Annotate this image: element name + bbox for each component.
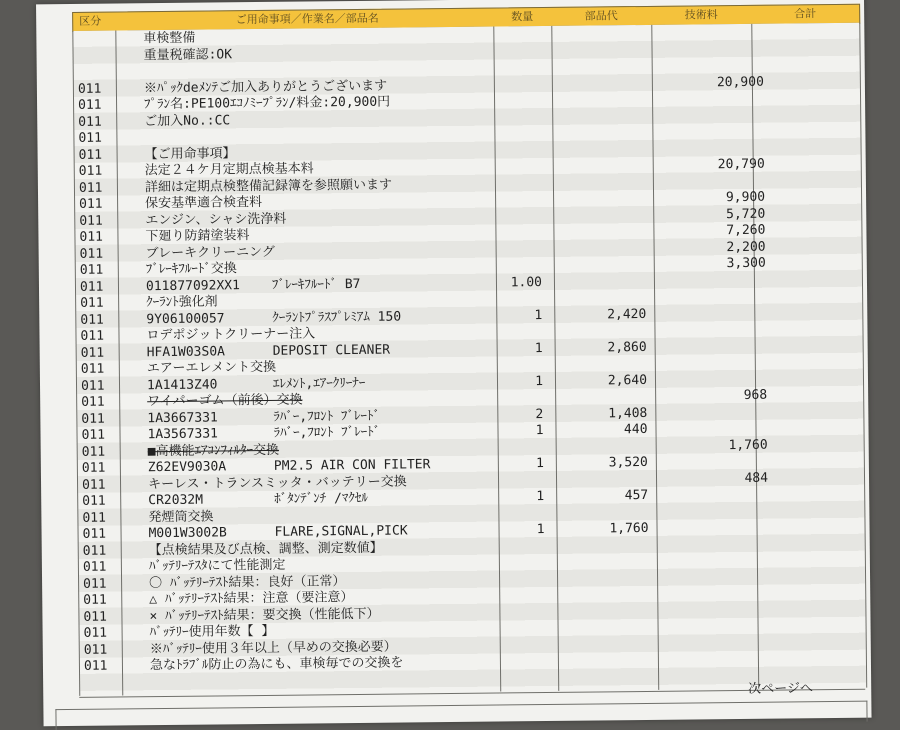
row-part-name: ﾗﾊﾞｰ,ﾌﾛﾝﾄ ﾌﾞﾚｰﾄﾞ [273,424,380,442]
row-description: 【点検結果及び点検、調整、測定数値】 [149,539,383,558]
row-part-name: ｸｰﾗﾝﾄﾌﾟﾗｽﾌﾟﾚﾐｱﾑ 150 [272,308,401,326]
row-parts-cost: 457 [558,487,648,505]
row-description: 発煙筒交換 [148,508,213,526]
row-quantity: 1 [508,307,542,324]
row-code: 011 [78,113,116,130]
row-parts-cost [553,25,643,26]
row-parts-cost: 1,760 [558,520,648,538]
header-parts-cost: 部品代 [551,7,651,26]
row-code: 011 [79,212,117,229]
row-code: 011 [84,624,122,641]
row-technical-fee [664,57,764,58]
row-code: 011 [81,377,119,394]
row-technical-fee: 484 [668,469,768,487]
row-parts-cost [554,74,644,75]
row-technical-fee [669,618,769,619]
row-part-name: PM2.5 AIR CON FILTER [274,456,431,475]
row-parts-cost [558,437,648,438]
row-parts-cost [555,173,645,174]
row-code: 011 [82,525,120,542]
row-technical-fee: 20,790 [665,156,765,174]
row-description: ■高機能ｴｱｺﾝﾌｨﾙﾀｰ交換 [148,441,279,459]
row-code: 011 [81,344,119,361]
row-technical-fee [670,651,770,652]
row-code: 011 [80,261,118,278]
row-part-name: ﾎﾞﾀﾝﾃﾞﾝﾁ /ﾏｸｾﾙ [274,490,368,508]
row-technical-fee [667,403,767,404]
row-description: 【ご用命事項】 [145,145,236,163]
row-technical-fee: 3,300 [666,255,766,273]
row-description: 1A1413Z40 [147,376,218,394]
row-description: ※ﾊﾟｯｸdeﾒﾝﾃご加入ありがとうございます [144,77,387,97]
row-description: M001W3002B [148,524,226,542]
row-parts-cost [560,635,650,636]
row-description: Z62EV9030A [148,458,226,476]
row-code: 011 [78,130,116,147]
row-code: 011 [82,476,120,493]
row-description: ﾌﾟﾗﾝ名:PE100ｴｺﾉﾐｰﾌﾟﾗﾝ/料金:20,900円 [144,94,390,114]
row-parts-cost [559,619,649,620]
row-code: 011 [81,360,119,377]
row-code: 011 [83,558,121,575]
row-description: △ ﾊﾞｯﾃﾘｰﾃｽﾄ結果：注意（要注意） [149,589,353,608]
row-part-name: DEPOSIT CLEANER [273,341,391,359]
row-technical-fee [668,502,768,503]
row-code: 011 [80,327,118,344]
row-technical-fee [668,486,768,487]
header-total: 合計 [751,5,859,24]
row-parts-cost: 2,420 [556,305,646,323]
row-parts-cost [559,553,649,554]
row-part-name: ﾗﾊﾞｰ,ﾌﾛﾝﾄ ﾌﾞﾚｰﾄﾞ [273,407,380,425]
row-description: HFA1W03S0A [147,343,225,361]
row-parts-cost: 2,860 [557,338,647,356]
row-technical-fee [667,337,767,338]
row-code: 011 [81,426,119,443]
row-technical-fee [666,304,766,305]
row-description: 車検整備 [143,30,195,48]
row-parts-cost [556,272,646,273]
header-description: ご用命事項／作業名／部品名 [117,9,497,31]
row-parts-cost: 3,520 [558,454,648,472]
row-part-name: ﾌﾞﾚｰｷﾌﾙｰﾄﾞ B7 [272,275,361,293]
row-code: 011 [81,393,119,410]
row-code: 011 [79,146,117,163]
row-quantity: 1.00 [508,274,542,291]
row-description: 急なﾄﾗﾌﾞﾙ防止の為にも、車検毎での交換を [150,655,404,675]
row-description: ロデポジットクリーナー注入 [146,325,315,344]
row-quantity: 1 [509,422,543,439]
row-technical-fee [667,420,767,421]
row-quantity: 1 [509,373,543,390]
header-technical-fee: 技術料 [651,6,751,25]
row-parts-cost [560,652,650,653]
row-technical-fee [663,40,763,41]
row-description: CR2032M [148,492,203,510]
row-code: 011 [84,657,122,674]
row-parts-cost [557,355,647,356]
row-parts-cost [558,470,648,471]
row-description: 9Y06100057 [146,310,224,328]
summary-box [55,701,867,730]
row-description: 法定２４ケ月定期点検基本料 [145,160,314,179]
row-parts-cost [553,41,643,42]
row-technical-fee: 7,260 [665,222,765,240]
row-code: 011 [82,443,120,460]
row-technical-fee: 2,200 [666,238,766,256]
row-parts-cost [554,140,644,141]
row-description: ﾌﾞﾚｰｷﾌﾙｰﾄﾞ交換 [146,260,237,278]
row-description: 011877092XX1 [146,277,240,295]
row-technical-fee: 968 [667,387,767,405]
row-code: 011 [80,278,118,295]
row-description: 保安基準適合検査料 [145,194,262,212]
row-description: ブレーキクリーニング [146,243,275,261]
row-parts-cost [556,289,646,290]
row-code: 011 [83,542,121,559]
row-technical-fee [667,354,767,355]
row-quantity: 1 [510,455,544,472]
row-parts-cost: 2,640 [557,371,647,389]
row-quantity: 1 [510,521,544,538]
row-technical-fee [666,288,766,289]
row-parts-cost [556,239,646,240]
row-technical-fee: 20,900 [664,73,764,91]
row-quantity: 2 [509,406,543,423]
row-parts-cost [554,58,644,59]
row-code: 011 [82,509,120,526]
row-description: ｸｰﾗﾝﾄ強化剤 [146,293,218,311]
row-description: × ﾊﾞｯﾃﾘｰﾃｽﾄ結果：要交換（性能低下） [149,605,379,624]
table-body [72,23,867,696]
row-code: 011 [80,245,118,262]
header-quantity: 数量 [493,8,551,27]
row-technical-fee [666,321,766,322]
row-description: 1A3667331 [147,409,218,427]
row-technical-fee [669,585,769,586]
row-code: 011 [82,492,120,509]
row-description: 〇 ﾊﾞｯﾃﾘｰﾃｽﾄ結果：良好（正常） [149,573,345,592]
row-technical-fee [666,271,766,272]
row-technical-fee [670,634,770,635]
row-parts-cost [555,157,645,158]
row-description: ご加入No.:CC [144,112,230,130]
row-parts-cost [559,569,649,570]
row-technical-fee [664,106,764,107]
row-description: 詳細は定期点検整備記録簿を参照願います [145,176,392,196]
row-code: 011 [79,162,117,179]
row-parts-cost [554,91,644,92]
row-parts-cost [557,388,647,389]
row-description: エアーエレメント交換 [147,359,276,377]
row-technical-fee [663,24,763,25]
row-code: 011 [81,410,119,427]
row-technical-fee [668,519,768,520]
row-part-name: FLARE,SIGNAL,PICK [274,522,407,540]
header-code: 区分 [73,13,107,31]
row-technical-fee [664,90,764,91]
row-code: 011 [78,97,116,114]
row-technical-fee [669,552,769,553]
row-technical-fee [668,453,768,454]
row-technical-fee [667,370,767,371]
row-code: 011 [78,80,116,97]
row-technical-fee [665,172,765,173]
row-parts-cost [556,256,646,257]
row-description: ﾊﾞｯﾃﾘｰ使用年数【 】 [150,623,275,641]
row-code: 011 [84,641,122,658]
row-code: 011 [79,228,117,245]
row-parts-cost [559,602,649,603]
row-description: 1A3567331 [147,425,218,443]
row-technical-fee: 1,760 [668,436,768,454]
row-code: 011 [83,575,121,592]
row-quantity: 1 [510,488,544,505]
row-code: 011 [80,294,118,311]
row-description: ※ﾊﾞｯﾃﾘｰ使用３年以上（早めの交換必要） [150,638,397,658]
row-parts-cost [558,503,648,504]
row-parts-cost: 1,408 [557,404,647,422]
row-code: 011 [83,591,121,608]
row-description: 下廻り防錆塗装料 [145,227,249,245]
row-parts-cost: 440 [557,421,647,439]
row-parts-cost [559,536,649,537]
row-code: 011 [83,608,121,625]
row-parts-cost [554,107,644,108]
row-code: 011 [79,179,117,196]
row-parts-cost [554,124,644,125]
invoice-sheet [36,0,872,726]
row-description: 重量税確認:OK [143,46,232,64]
next-page-label: 次ページへ [748,677,813,697]
row-technical-fee [669,535,769,536]
row-parts-cost [559,586,649,587]
row-quantity: 1 [509,340,543,357]
row-description: キーレス・トランスミッタ・バッテリー交換 [148,473,407,493]
row-parts-cost [555,223,645,224]
row-code: 011 [79,195,117,212]
row-technical-fee [669,601,769,602]
row-description: エンジン、シャシ洗浄料 [145,210,286,228]
row-parts-cost [556,322,646,323]
row-code: 011 [80,311,118,328]
row-technical-fee: 5,720 [665,205,765,223]
row-parts-cost [555,190,645,191]
row-code: 011 [82,459,120,476]
row-technical-fee [669,568,769,569]
row-parts-cost [555,206,645,207]
row-part-name: ｴﾚﾒﾝﾄ,ｴｱｰｸﾘｰﾅｰ [273,374,366,392]
row-technical-fee [664,123,764,124]
row-technical-fee [664,139,764,140]
row-technical-fee: 9,900 [665,189,765,207]
row-description: ワイパーゴム（前後）交換 [147,392,303,411]
row-description: ﾊﾞｯﾃﾘｰﾃｽﾀにて性能測定 [149,557,286,575]
